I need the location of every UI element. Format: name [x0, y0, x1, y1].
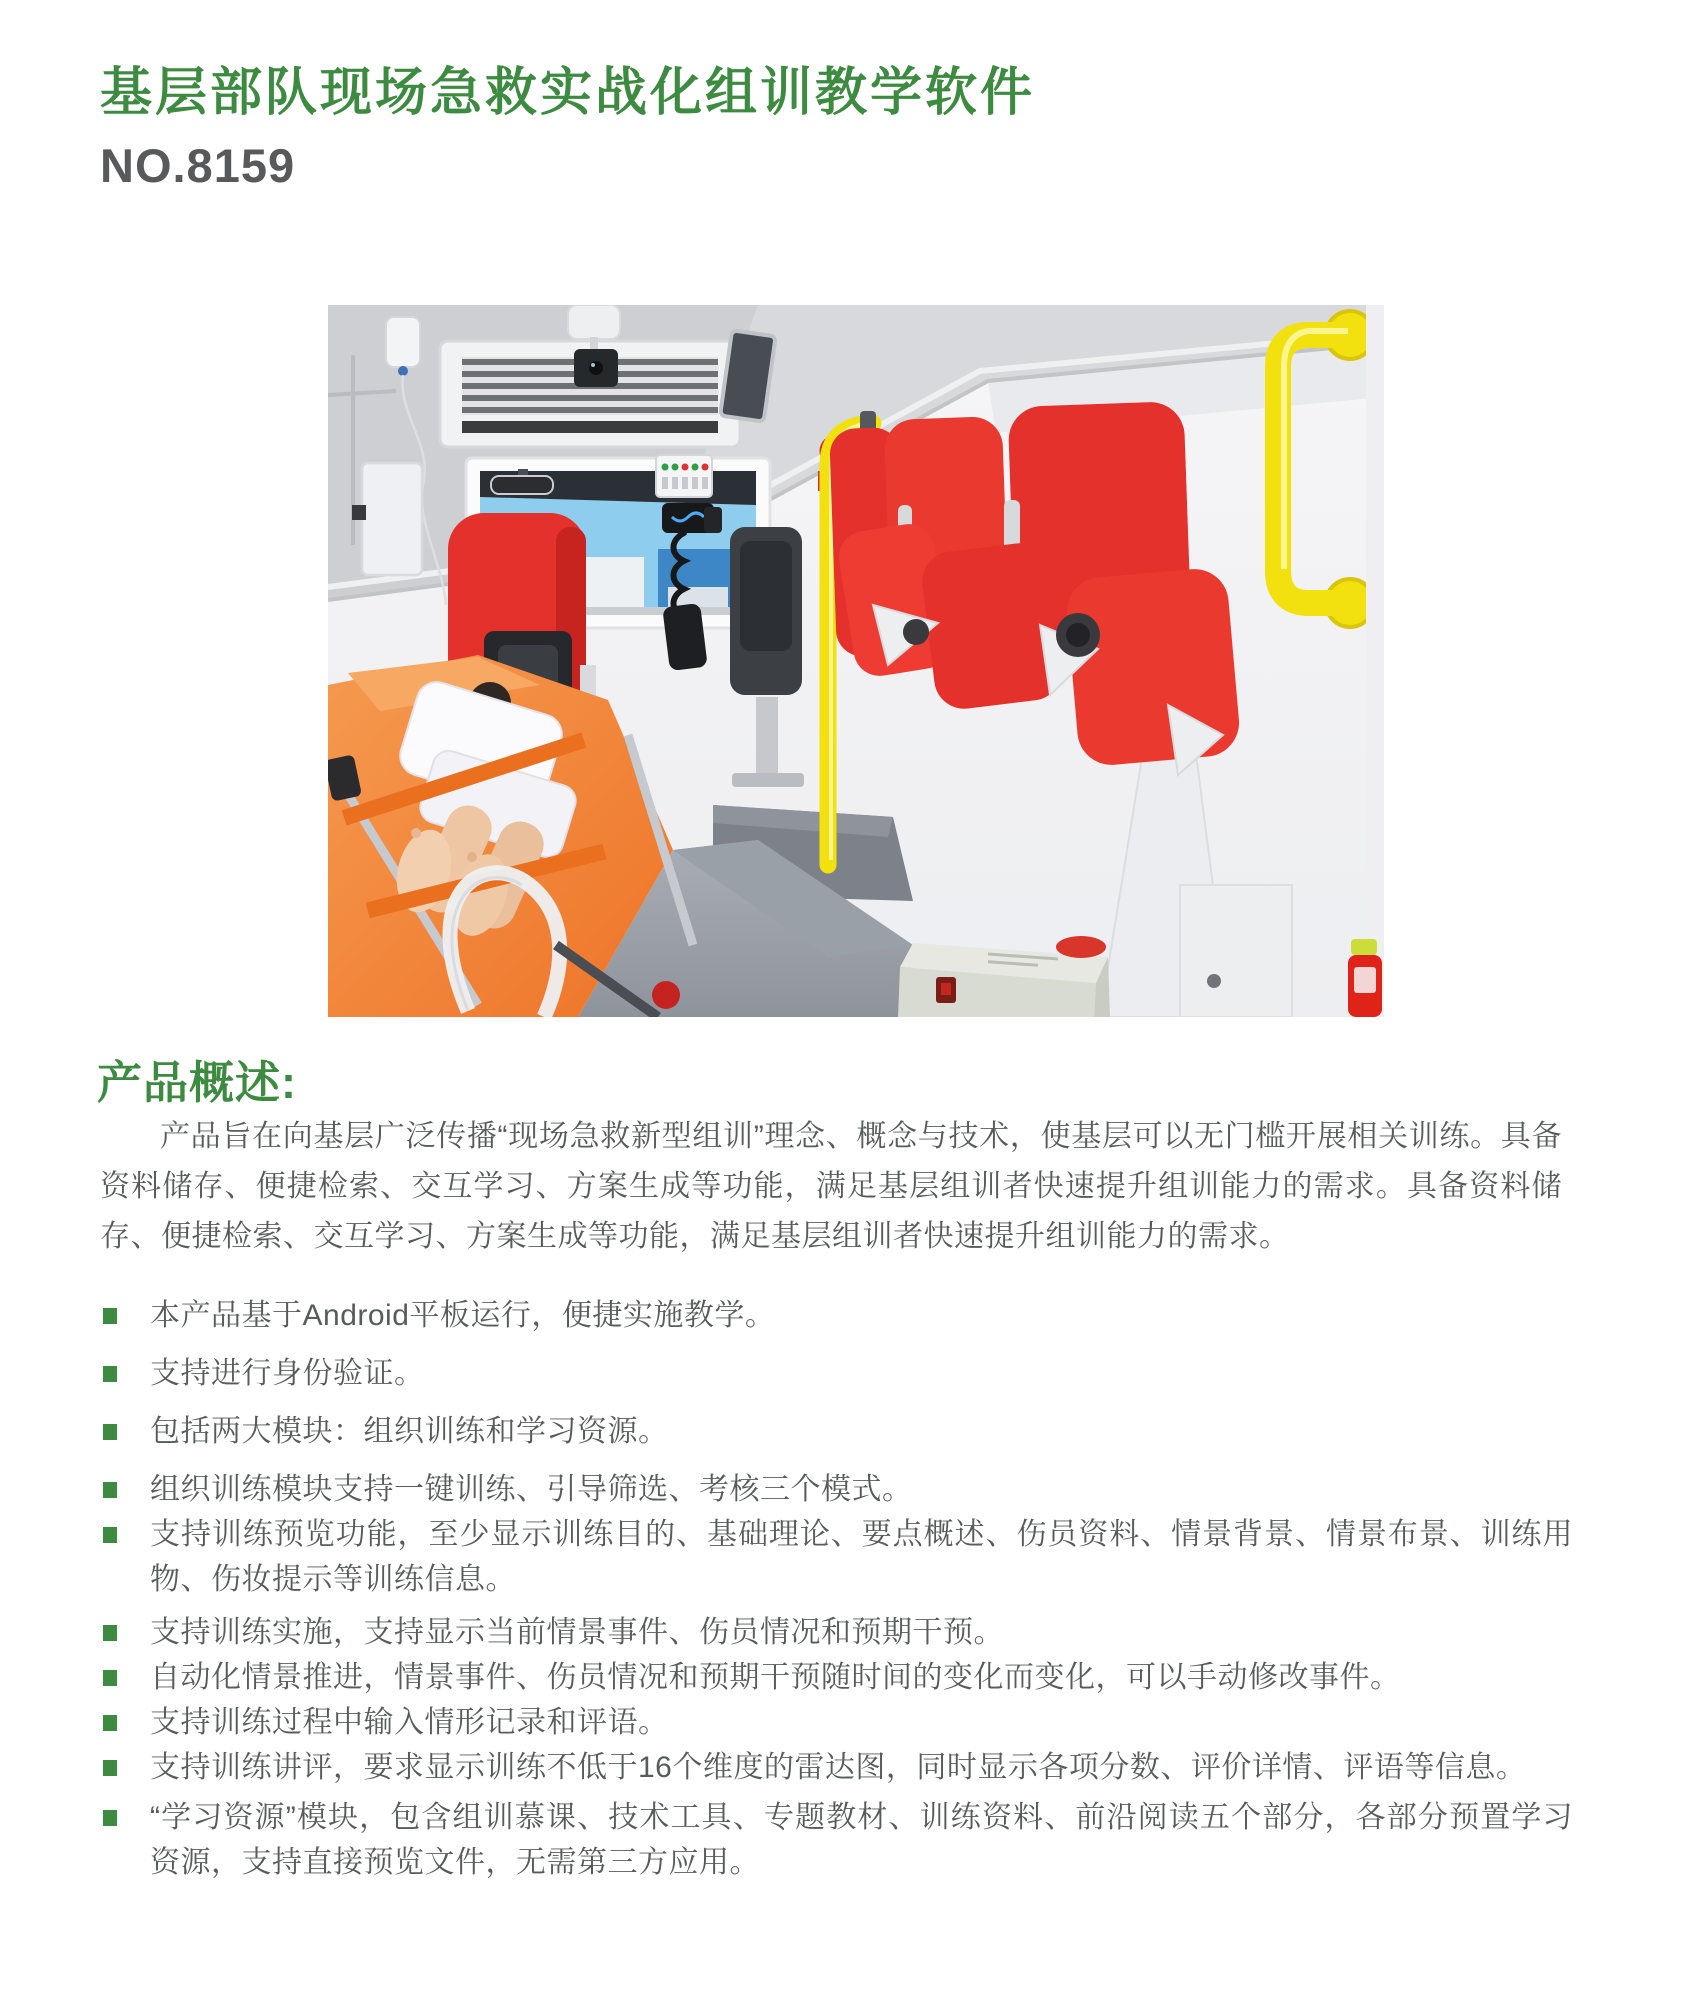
list-item	[103, 1700, 1573, 1745]
bullet-square-icon	[103, 1366, 117, 1382]
page-title: 基层部队现场急救实战化组训教学软件	[100, 64, 1036, 122]
feature-text: 本产品基于Android平板运行，便捷实施教学。	[150, 1299, 776, 1332]
feature-text: 自动化情景推进，情景事件、伤员情况和预期干预随时间的变化而变化，可以手动修改事件。	[150, 1661, 1401, 1694]
list-item	[103, 1512, 1573, 1602]
feature-text: 支持进行身份验证。	[150, 1357, 425, 1390]
feature-text: 组织训练模块支持一键训练、引导筛选、考核三个模式。	[150, 1473, 913, 1506]
bullet-square-icon	[103, 1810, 117, 1826]
list-item	[103, 1795, 1573, 1885]
feature-text: 支持训练过程中输入情形记录和评语。	[150, 1706, 669, 1739]
dark-wall-panel	[720, 330, 776, 421]
wall-corner-trim	[1366, 305, 1384, 1017]
overview-paragraph: 产品旨在向基层广泛传播“现场急救新型组训”理念、概念与技术，使基层可以无门槛开展相关训练。具备资料储存、便捷检索、交互学习、方案生成等功能，满足基层组训者快速提升组训能力的需求。具备资料储存、便捷检索、交互学习、方案生成等功能，满足基层组训者快速提升组训能力的需求。	[100, 1120, 1562, 1253]
feature-text: 支持训练讲评，要求显示训练不低于16个维度的雷达图，同时显示各项分数、评价详情、评语等信息。	[150, 1751, 1527, 1784]
list-item	[103, 1351, 1573, 1396]
feature-text: 支持训练预览功能，至少显示训练目的、基础理论、要点概述、伤员资料、情景背景、情景布景、训练用物、伤妆提示等训练信息。	[150, 1518, 1573, 1596]
bullet-square-icon	[103, 1760, 117, 1776]
fire-extinguisher	[1348, 939, 1382, 1017]
bullet-square-icon	[103, 1424, 117, 1440]
bullet-square-icon	[103, 1715, 117, 1731]
list-item	[103, 1467, 1573, 1512]
bullet-square-icon	[103, 1670, 117, 1686]
list-item	[103, 1655, 1573, 1700]
list-item	[103, 1409, 1573, 1454]
bullet-square-icon	[103, 1482, 117, 1498]
ambulance-interior-illustration	[328, 305, 1384, 1017]
list-item	[103, 1293, 1573, 1338]
bullet-square-icon	[103, 1527, 117, 1543]
list-item	[103, 1745, 1573, 1790]
list-item	[103, 1610, 1573, 1655]
overview-heading: 产品概述:	[97, 1057, 297, 1108]
feature-text: 包括两大模块：组织训练和学习资源。	[150, 1415, 669, 1448]
bullet-square-icon	[103, 1625, 117, 1641]
product-number: NO.8159	[100, 139, 296, 192]
feature-text: “学习资源”模块，包含组训慕课、技术工具、专题教材、训练资料、前沿阅读五个部分，各部分预置学习资源，支持直接预览文件，无需第三方应用。	[150, 1801, 1573, 1879]
control-panel	[656, 455, 712, 497]
feature-text: 支持训练实施，支持显示当前情景事件、伤员情况和预期干预。	[150, 1616, 1004, 1649]
ambulance-interior-photo	[328, 305, 1384, 1017]
bullet-square-icon	[103, 1308, 117, 1324]
feature-list	[103, 1293, 1573, 1885]
